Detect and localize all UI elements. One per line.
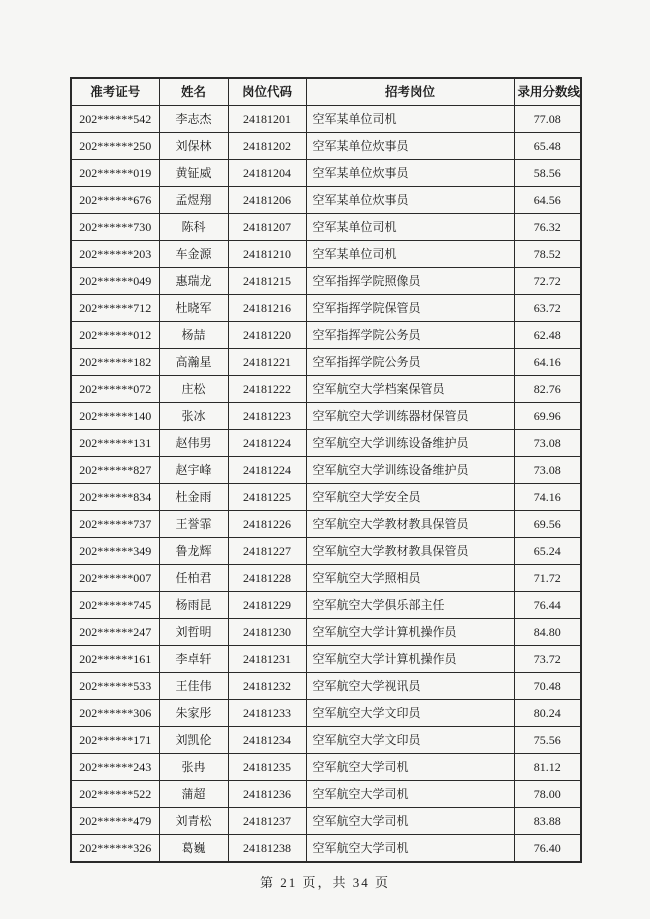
table-row bbox=[71, 484, 581, 511]
table-row bbox=[71, 430, 581, 457]
table-cell-position: 空军指挥学院公务员 bbox=[306, 322, 514, 349]
table-row bbox=[71, 835, 581, 863]
table-cell-score: 71.72 bbox=[514, 565, 581, 592]
table-cell-position-code: 24181206 bbox=[228, 187, 306, 214]
table-cell-position-code: 24181210 bbox=[228, 241, 306, 268]
table-cell-position: 空军某单位司机 bbox=[306, 106, 514, 133]
table-cell-position: 空军某单位炊事员 bbox=[306, 160, 514, 187]
table-cell-name: 黄钲威 bbox=[159, 160, 228, 187]
table-cell-position-code: 24181238 bbox=[228, 835, 306, 863]
table-cell-score: 65.48 bbox=[514, 133, 581, 160]
table-cell-position: 空军指挥学院公务员 bbox=[306, 349, 514, 376]
table-row bbox=[71, 808, 581, 835]
table-cell-exam-number: 202******349 bbox=[71, 538, 159, 565]
table-cell-exam-number: 202******745 bbox=[71, 592, 159, 619]
table-cell-position: 空军航空大学照相员 bbox=[306, 565, 514, 592]
table-cell-name: 高瀚星 bbox=[159, 349, 228, 376]
table-cell-exam-number: 202******730 bbox=[71, 214, 159, 241]
table-cell-score: 82.76 bbox=[514, 376, 581, 403]
table-cell-score: 80.24 bbox=[514, 700, 581, 727]
table-cell-position-code: 24181226 bbox=[228, 511, 306, 538]
table-cell-exam-number: 202******012 bbox=[71, 322, 159, 349]
table-row bbox=[71, 106, 581, 133]
table-cell-name: 朱家彤 bbox=[159, 700, 228, 727]
table-cell-exam-number: 202******827 bbox=[71, 457, 159, 484]
table-cell-position: 空军航空大学档案保管员 bbox=[306, 376, 514, 403]
table-cell-score: 74.16 bbox=[514, 484, 581, 511]
table-cell-score: 73.72 bbox=[514, 646, 581, 673]
table-cell-position: 空军航空大学司机 bbox=[306, 835, 514, 863]
table-cell-exam-number: 202******834 bbox=[71, 484, 159, 511]
table-cell-name: 葛巍 bbox=[159, 835, 228, 863]
table-cell-score: 75.56 bbox=[514, 727, 581, 754]
table-cell-position: 空军某单位炊事员 bbox=[306, 133, 514, 160]
table-cell-exam-number: 202******171 bbox=[71, 727, 159, 754]
table-row bbox=[71, 241, 581, 268]
table-cell-position-code: 24181221 bbox=[228, 349, 306, 376]
table-cell-exam-number: 202******533 bbox=[71, 673, 159, 700]
table-cell-position: 空军某单位司机 bbox=[306, 241, 514, 268]
table-cell-position-code: 24181235 bbox=[228, 754, 306, 781]
table-cell-exam-number: 202******182 bbox=[71, 349, 159, 376]
table-cell-score: 62.48 bbox=[514, 322, 581, 349]
table-cell-position-code: 24181229 bbox=[228, 592, 306, 619]
table-cell-exam-number: 202******542 bbox=[71, 106, 159, 133]
table-row bbox=[71, 376, 581, 403]
table-cell-name: 杨喆 bbox=[159, 322, 228, 349]
table-row bbox=[71, 160, 581, 187]
table-cell-exam-number: 202******306 bbox=[71, 700, 159, 727]
table-cell-exam-number: 202******161 bbox=[71, 646, 159, 673]
table-cell-position: 空军某单位司机 bbox=[306, 214, 514, 241]
table-cell-exam-number: 202******676 bbox=[71, 187, 159, 214]
table-cell-position: 空军航空大学俱乐部主任 bbox=[306, 592, 514, 619]
table-row bbox=[71, 592, 581, 619]
table-cell-position-code: 24181204 bbox=[228, 160, 306, 187]
table-cell-position: 空军航空大学安全员 bbox=[306, 484, 514, 511]
table-cell-exam-number: 202******072 bbox=[71, 376, 159, 403]
table-cell-score: 69.96 bbox=[514, 403, 581, 430]
table-row bbox=[71, 349, 581, 376]
table-cell-exam-number: 202******250 bbox=[71, 133, 159, 160]
table-cell-name: 庄松 bbox=[159, 376, 228, 403]
table-cell-name: 李卓轩 bbox=[159, 646, 228, 673]
table-cell-exam-number: 202******712 bbox=[71, 295, 159, 322]
table-cell-position-code: 24181234 bbox=[228, 727, 306, 754]
table-cell-position-code: 24181237 bbox=[228, 808, 306, 835]
table-row bbox=[71, 565, 581, 592]
table-row bbox=[71, 538, 581, 565]
table-cell-name: 蒲超 bbox=[159, 781, 228, 808]
table-cell-exam-number: 202******203 bbox=[71, 241, 159, 268]
table-row bbox=[71, 457, 581, 484]
table-cell-name: 惠瑞龙 bbox=[159, 268, 228, 295]
table-cell-name: 杜晓军 bbox=[159, 295, 228, 322]
table-cell-exam-number: 202******140 bbox=[71, 403, 159, 430]
table-cell-position-code: 24181230 bbox=[228, 619, 306, 646]
table-cell-score: 63.72 bbox=[514, 295, 581, 322]
table-body bbox=[71, 106, 581, 863]
table-cell-name: 李志杰 bbox=[159, 106, 228, 133]
table-row bbox=[71, 403, 581, 430]
table-cell-position: 空军航空大学训练器材保管员 bbox=[306, 403, 514, 430]
column-header-exam-number: 准考证号 bbox=[71, 78, 159, 106]
table-cell-position-code: 24181231 bbox=[228, 646, 306, 673]
table-cell-score: 58.56 bbox=[514, 160, 581, 187]
table-cell-score: 76.32 bbox=[514, 214, 581, 241]
column-header-position: 招考岗位 bbox=[306, 78, 514, 106]
table-row bbox=[71, 133, 581, 160]
table-cell-name: 鲁龙辉 bbox=[159, 538, 228, 565]
table-header-row bbox=[71, 78, 581, 106]
table-cell-score: 64.16 bbox=[514, 349, 581, 376]
table-cell-score: 78.00 bbox=[514, 781, 581, 808]
table-cell-position-code: 24181224 bbox=[228, 430, 306, 457]
table-cell-position-code: 24181202 bbox=[228, 133, 306, 160]
table-cell-exam-number: 202******737 bbox=[71, 511, 159, 538]
table-cell-position-code: 24181228 bbox=[228, 565, 306, 592]
table-cell-score: 69.56 bbox=[514, 511, 581, 538]
table-cell-exam-number: 202******019 bbox=[71, 160, 159, 187]
table-cell-position-code: 24181236 bbox=[228, 781, 306, 808]
table-cell-score: 83.88 bbox=[514, 808, 581, 835]
table-row bbox=[71, 646, 581, 673]
table-cell-position: 空军航空大学司机 bbox=[306, 808, 514, 835]
table-cell-position-code: 24181215 bbox=[228, 268, 306, 295]
table-cell-position-code: 24181207 bbox=[228, 214, 306, 241]
table-cell-position: 空军航空大学文印员 bbox=[306, 700, 514, 727]
table-row bbox=[71, 214, 581, 241]
table-cell-exam-number: 202******326 bbox=[71, 835, 159, 863]
table-cell-name: 赵宇峰 bbox=[159, 457, 228, 484]
table-row bbox=[71, 673, 581, 700]
table-cell-score: 73.08 bbox=[514, 457, 581, 484]
table-cell-name: 张冰 bbox=[159, 403, 228, 430]
table-cell-name: 杜金雨 bbox=[159, 484, 228, 511]
table-cell-position: 空军航空大学文印员 bbox=[306, 727, 514, 754]
table-cell-name: 任柏君 bbox=[159, 565, 228, 592]
table-cell-position: 空军航空大学教材教具保管员 bbox=[306, 511, 514, 538]
table-cell-exam-number: 202******007 bbox=[71, 565, 159, 592]
table-row bbox=[71, 619, 581, 646]
table-cell-exam-number: 202******522 bbox=[71, 781, 159, 808]
table-cell-name: 张冉 bbox=[159, 754, 228, 781]
table-cell-name: 刘哲明 bbox=[159, 619, 228, 646]
table-cell-name: 王誉霏 bbox=[159, 511, 228, 538]
table-row bbox=[71, 268, 581, 295]
table-cell-score: 64.56 bbox=[514, 187, 581, 214]
table-cell-name: 杨雨昆 bbox=[159, 592, 228, 619]
table-cell-position: 空军某单位炊事员 bbox=[306, 187, 514, 214]
table-cell-name: 车金源 bbox=[159, 241, 228, 268]
table-cell-exam-number: 202******131 bbox=[71, 430, 159, 457]
table-cell-position: 空军指挥学院保管员 bbox=[306, 295, 514, 322]
table-cell-score: 76.44 bbox=[514, 592, 581, 619]
column-header-name: 姓名 bbox=[159, 78, 228, 106]
table-cell-position-code: 24181227 bbox=[228, 538, 306, 565]
table-cell-position-code: 24181220 bbox=[228, 322, 306, 349]
table-row bbox=[71, 727, 581, 754]
table-row bbox=[71, 700, 581, 727]
column-header-position-code: 岗位代码 bbox=[228, 78, 306, 106]
table-cell-name: 刘凯伦 bbox=[159, 727, 228, 754]
table-cell-exam-number: 202******479 bbox=[71, 808, 159, 835]
table-cell-name: 王佳伟 bbox=[159, 673, 228, 700]
table-row bbox=[71, 511, 581, 538]
table-cell-position: 空军航空大学教材教具保管员 bbox=[306, 538, 514, 565]
table-cell-score: 73.08 bbox=[514, 430, 581, 457]
table-cell-position-code: 24181232 bbox=[228, 673, 306, 700]
table-row bbox=[71, 754, 581, 781]
table-row bbox=[71, 781, 581, 808]
table-cell-position: 空军航空大学司机 bbox=[306, 754, 514, 781]
table-cell-score: 84.80 bbox=[514, 619, 581, 646]
table-row bbox=[71, 322, 581, 349]
table-cell-exam-number: 202******243 bbox=[71, 754, 159, 781]
table-cell-name: 刘青松 bbox=[159, 808, 228, 835]
table-cell-score: 70.48 bbox=[514, 673, 581, 700]
table-cell-position-code: 24181216 bbox=[228, 295, 306, 322]
table-cell-position-code: 24181233 bbox=[228, 700, 306, 727]
table-cell-score: 76.40 bbox=[514, 835, 581, 863]
table-row bbox=[71, 295, 581, 322]
table-cell-score: 77.08 bbox=[514, 106, 581, 133]
table-cell-score: 65.24 bbox=[514, 538, 581, 565]
table-cell-position: 空军航空大学计算机操作员 bbox=[306, 619, 514, 646]
table-cell-position-code: 24181223 bbox=[228, 403, 306, 430]
page-number: 第 21 页，共 34 页 bbox=[259, 875, 390, 890]
table-cell-position-code: 24181224 bbox=[228, 457, 306, 484]
table-cell-name: 赵伟男 bbox=[159, 430, 228, 457]
table-cell-position: 空军航空大学训练设备维护员 bbox=[306, 457, 514, 484]
table-cell-position-code: 24181222 bbox=[228, 376, 306, 403]
table-cell-position: 空军航空大学计算机操作员 bbox=[306, 646, 514, 673]
table-cell-name: 陈科 bbox=[159, 214, 228, 241]
score-table bbox=[70, 77, 582, 863]
table-cell-position: 空军航空大学训练设备维护员 bbox=[306, 430, 514, 457]
column-header-score: 录用分数线 bbox=[514, 78, 581, 106]
table-cell-exam-number: 202******247 bbox=[71, 619, 159, 646]
table-cell-score: 81.12 bbox=[514, 754, 581, 781]
table-cell-score: 72.72 bbox=[514, 268, 581, 295]
table-cell-position-code: 24181201 bbox=[228, 106, 306, 133]
table-cell-exam-number: 202******049 bbox=[71, 268, 159, 295]
table-cell-position-code: 24181225 bbox=[228, 484, 306, 511]
table-cell-position: 空军航空大学司机 bbox=[306, 781, 514, 808]
table-row bbox=[71, 187, 581, 214]
table-cell-name: 刘保林 bbox=[159, 133, 228, 160]
table-cell-name: 孟煜翔 bbox=[159, 187, 228, 214]
table-cell-position: 空军航空大学视讯员 bbox=[306, 673, 514, 700]
table-cell-score: 78.52 bbox=[514, 241, 581, 268]
table-cell-position: 空军指挥学院照像员 bbox=[306, 268, 514, 295]
